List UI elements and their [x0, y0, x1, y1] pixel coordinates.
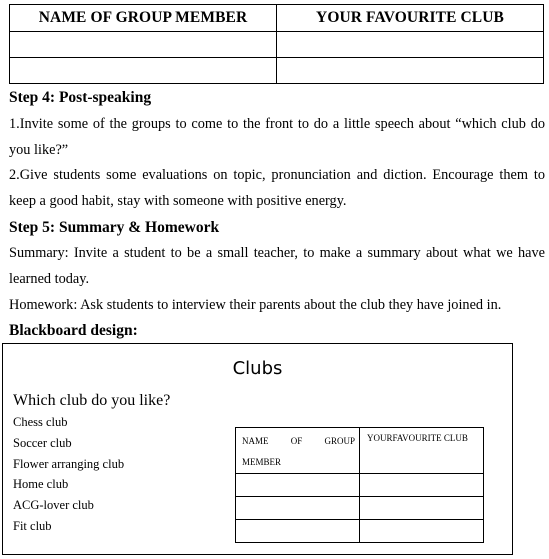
table-cell: [10, 32, 277, 58]
table-cell: [236, 474, 360, 497]
table-row: [236, 474, 484, 497]
group-member-table: [9, 4, 544, 84]
table-row: [10, 32, 544, 58]
table-row: [236, 497, 484, 520]
blackboard-label: Blackboard design:: [9, 322, 138, 339]
blackboard-design: [2, 343, 513, 555]
step4-title: Step 4: Post-speaking: [9, 89, 152, 106]
step5-title: Step 5: Summary & Homework: [9, 219, 220, 236]
board-header-word: MEMBER: [242, 457, 282, 467]
list-item: Soccer club: [13, 435, 72, 450]
board-table: [235, 427, 484, 543]
club-list: [13, 412, 124, 537]
board-title: Clubs: [232, 358, 283, 379]
list-item: Home club: [13, 477, 69, 492]
board-header-word: GROUP: [324, 436, 355, 446]
table-row: [236, 520, 484, 543]
list-item: Chess club: [13, 415, 68, 429]
board-header-your-favourite-club: YOURFAVOURITE CLUB: [360, 428, 484, 474]
step5-summary: Summary: Invite a student to be a small teacher, to make a summary about what we have learned today.: [9, 245, 545, 287]
table-cell: [360, 474, 484, 497]
board-header-name-of-group-member: [236, 428, 360, 474]
step4-item2: 2.Give students some evaluations on topic, pronunciation and diction. Encourage them to keep a good habit, stay with someone with positive energy.: [9, 167, 545, 209]
board-header-word: NAME: [242, 436, 269, 446]
header-your-favourite-club: YOUR FAVOURITE CLUB: [277, 5, 544, 32]
table-cell: [236, 520, 360, 543]
board-question: Which club do you like?: [13, 392, 171, 409]
board-table-header-row: [236, 428, 484, 474]
list-item: Fit club: [13, 518, 52, 533]
table-cell: [277, 32, 544, 58]
step5-homework: Homework: Ask students to interview their parents about the club they have joined in.: [9, 297, 502, 313]
table-cell: [236, 497, 360, 520]
table-row: [10, 58, 544, 84]
table-cell: [360, 520, 484, 543]
list-item: Flower arranging club: [13, 456, 125, 471]
table-cell: [277, 58, 544, 84]
table-cell: [10, 58, 277, 84]
table-header-row: [10, 5, 544, 32]
board-header-word: OF: [290, 436, 303, 446]
step4-item1: 1.Invite some of the groups to come to the front to do a little speech about “which club do you like?”: [9, 116, 545, 158]
header-name-of-group-member: NAME OF GROUP MEMBER: [10, 5, 277, 32]
table-cell: [360, 497, 484, 520]
list-item: ACG-lover club: [13, 498, 94, 513]
